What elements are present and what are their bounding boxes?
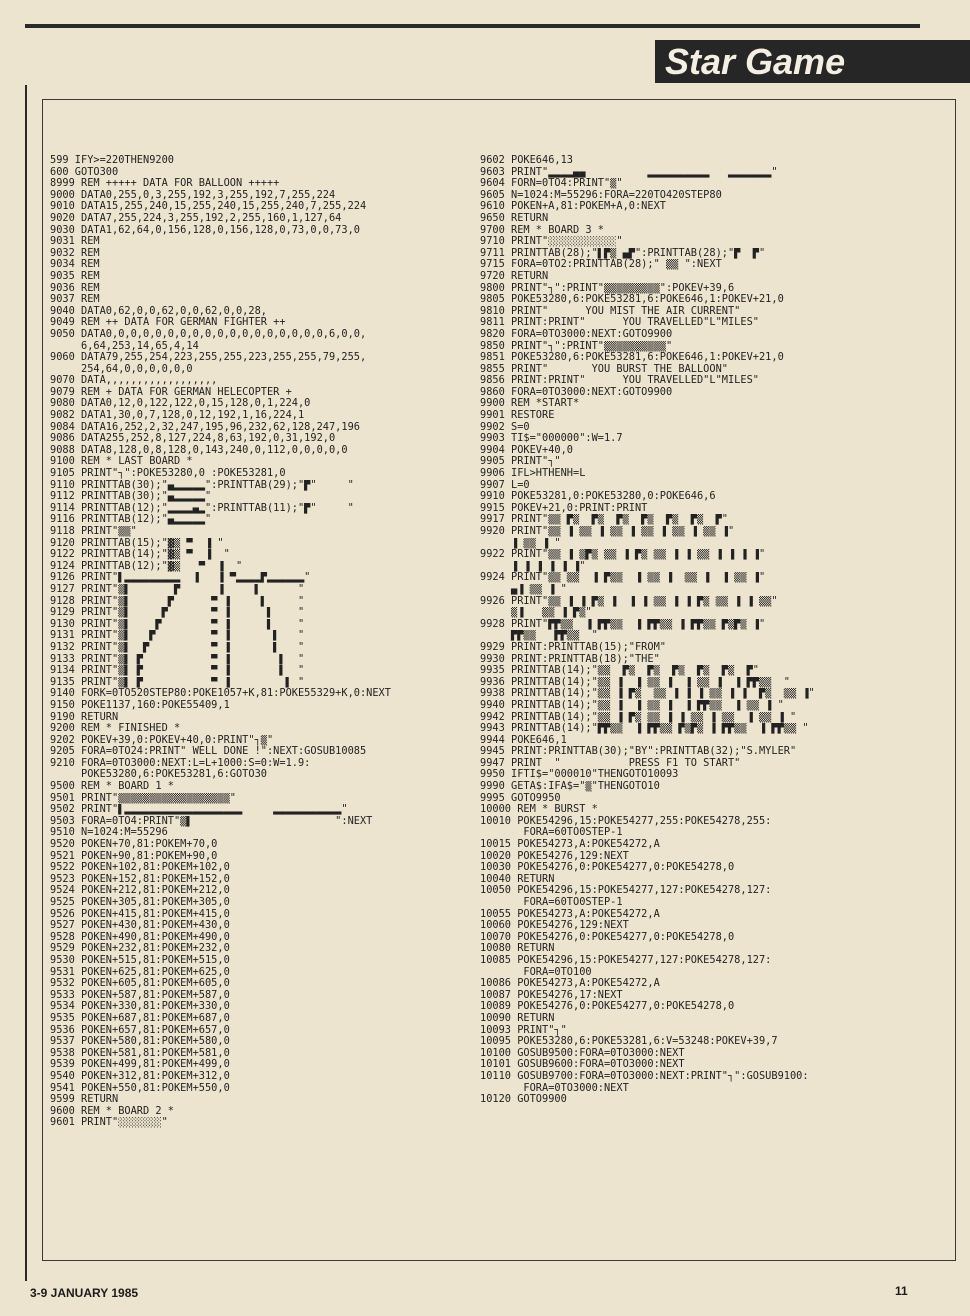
code-line: 9502 PRINT"▌▂▂▂▂▂▂▂▂▂▂▂▂▂▂▂▂▂▂▂ ▂▂▂▂▂▂▂▂▂▂▂"	[50, 804, 348, 816]
code-line: ▐ ▒▒ ▐ "	[480, 537, 561, 549]
code-line: 9900 REM *START*	[480, 398, 580, 410]
code-line: 10010 POKE54296,15:POKE54277,255:POKE54278,255:	[480, 815, 772, 827]
top-rule	[25, 24, 920, 28]
code-line: 9060 DATA79,255,254,223,255,255,223,255,255,79,255,	[50, 352, 367, 364]
code-line: 9040 DATA0,62,0,0,62,0,0,62,0,0,28,	[50, 305, 267, 317]
code-line: 9079 REM + DATA FOR GERMAN HELECOPTER +	[50, 386, 292, 398]
code-line: 9924 PRINT"▒▒ ▒▒ ▐ ▛▒▒ ▐ ▒▒ ▐ ▒▒ ▐ ▐ ▒▒ ▐"	[480, 572, 766, 584]
code-line: 9950 IFTI$="000010"THENGOTO10093	[480, 769, 679, 781]
code-line: 9810 PRINT" YOU MIST THE AIR CURRENT"	[480, 305, 741, 317]
code-line: 9031 REM	[50, 236, 100, 248]
code-line: 10101 GOSUB9600:FORA=0TO3000:NEXT	[480, 1059, 685, 1071]
code-line: 9929 PRINT:PRINTTAB(15);"FROM"	[480, 641, 666, 653]
code-line: 9700 REM * BOARD 3 *	[480, 224, 604, 236]
code-line: 9915 POKEV+21,0:PRINT:PRINT	[480, 502, 648, 514]
code-line: 9524 POKEN+212,81:POKEM+212,0	[50, 885, 230, 897]
code-line: 9020 DATA7,255,224,3,255,192,2,255,160,1,127,64	[50, 212, 342, 224]
code-line: 9010 DATA15,255,240,15,255,240,15,255,240,7,255,224	[50, 201, 367, 213]
code-line: 9903 TI$="000000":W=1.7	[480, 433, 623, 445]
code-line: 9088 DATA8,128,0,8,128,0,143,240,0,112,0,0,0,0,0	[50, 444, 348, 456]
code-line: 9527 POKEN+430,81:POKEM+430,0	[50, 920, 230, 932]
code-line: 9851 POKE53280,6:POKE53281,6:POKE646,1:POKEV+21,0	[480, 352, 784, 364]
code-line: ▒▐ ▒▒ ▐ ▛▒"	[480, 607, 592, 619]
code-line: 9905 PRINT"┐"	[480, 456, 561, 468]
code-line: 10050 POKE54296,15:POKE54277,127:POKE54278,127:	[480, 885, 772, 897]
code-line: 9130 PRINT"▒▌ ▛ ▀ ▐ ▌ "	[50, 618, 305, 630]
code-line: 9540 POKEN+312,81:POKEM+312,0	[50, 1070, 230, 1082]
code-line: 9855 PRINT" YOU BURST THE BALLOON"	[480, 363, 728, 375]
code-line: 10090 RETURN	[480, 1012, 555, 1024]
code-line: 10000 REM * BURST *	[480, 804, 598, 816]
code-line: 9711 PRINTTAB(28);"▌▛▒ ▄▛":PRINTTAB(28);"▛ ▛"	[480, 247, 766, 259]
code-line: 9110 PRINTTAB(30);"▄▂▂▂▂▂":PRINTTAB(29);"▛" "	[50, 479, 354, 491]
program-listing-left-column	[50, 155, 465, 1129]
code-line: 9140 FORK=0TO520STEP80:POKE1057+K,81:POKE55329+K,0:NEXT	[50, 688, 391, 700]
code-line: 9800 PRINT"┐":PRINT"▒▒▒▒▒▒▒▒▒":POKEV+39,6	[480, 282, 735, 294]
code-line: 10110 GOSUB9700:FORA=0TO3000:NEXT:PRINT"┐":GOSUB9100:	[480, 1070, 809, 1082]
code-line: 9537 POKEN+580,81:POKEM+580,0	[50, 1036, 230, 1048]
code-line: 9134 PRINT"▒▌ ▛ ▀ ▐ ▌ "	[50, 665, 305, 677]
code-line: 9926 PRINT"▒▒ ▐ ▐ ▛▒ ▐ ▐ ▐ ▒▒ ▐ ▐ ▛▒ ▒▒ ▐ ▐ ▒▒"	[480, 595, 778, 607]
code-line: 9500 REM * BOARD 1 *	[50, 781, 174, 793]
code-line: 10086 POKE54273,A:POKE54272,A	[480, 978, 660, 990]
code-line: 9601 PRINT"░░░░░░░"	[50, 1117, 168, 1129]
code-line: 9510 N=1024:M=55296	[50, 827, 168, 839]
code-line: 9602 POKE646,13	[480, 155, 573, 166]
code-line: 9938 PRINTTAB(14);"▒▒ ▐ ▛▒ ▒▒ ▐ ▐ ▐ ▒▒ ▐ ▐ ▛▒ ▒▒ ▐"	[480, 688, 815, 700]
code-line: 10060 POKE54276,129:NEXT	[480, 920, 629, 932]
code-line: 9035 REM	[50, 270, 100, 282]
code-line: FORA=60TO0STEP-1	[480, 827, 623, 839]
code-line: 9600 REM * BOARD 2 *	[50, 1105, 174, 1117]
code-line: 9520 POKEN+70,81:POKEM+70,0	[50, 839, 218, 851]
code-line: 9901 RESTORE	[480, 410, 555, 422]
code-line: 10040 RETURN	[480, 873, 555, 885]
code-line: 9529 POKEN+232,81:POKEM+232,0	[50, 943, 230, 955]
issue-date: 3-9 JANUARY 1985	[30, 1286, 139, 1300]
code-line: 9116 PRINTTAB(12);"▄▂▂▂▂▂"	[50, 514, 212, 526]
code-line: 9032 REM	[50, 247, 100, 259]
code-line: 9536 POKEN+657,81:POKEM+657,0	[50, 1024, 230, 1036]
code-line: 9120 PRINTTAB(15);"▓▒ ▀ ▐ "	[50, 537, 224, 549]
code-line: 9112 PRINTTAB(30);"▄▂▂▂▂▂"	[50, 491, 212, 503]
code-line: 9533 POKEN+587,81:POKEM+587,0	[50, 989, 230, 1001]
code-line: 9995 GOTO9950	[480, 792, 561, 804]
code-line: 9135 PRINT"▒▌ ▛ ▀ ▐ ▌ "	[50, 676, 305, 688]
code-line: 9086 DATA255,252,8,127,224,8,63,192,0,31,192,0	[50, 433, 336, 445]
code-line: 9084 DATA16,252,2,32,247,195,96,232,62,128,247,196	[50, 421, 360, 433]
code-line: 9990 GETA$:IFA$="▒"THENGOTO10	[480, 781, 660, 793]
code-line: 10093 PRINT"┐"	[480, 1024, 567, 1036]
code-line: 6,64,253,14,65,4,14	[50, 340, 199, 352]
code-line: 600 GOTO300	[50, 166, 119, 178]
code-line: 9604 FORN=0TO4:PRINT"▒"	[480, 178, 623, 190]
code-line: 9720 RETURN	[480, 270, 549, 282]
program-listing-right-column	[480, 155, 950, 1106]
code-line: FORA=0TO100	[480, 966, 592, 978]
left-margin-rule	[25, 85, 27, 1281]
code-line: 9205 FORA=0TO24:PRINT" WELL DONE !":NEXT:GOSUB10085	[50, 746, 367, 758]
code-line: 9650 RETURN	[480, 212, 549, 224]
code-line: 9114 PRINTTAB(12);"▂▂▂▂▄▂":PRINTTAB(11);"▛" "	[50, 502, 354, 514]
code-line: ▄▐ ▒▒ ▐ "	[480, 583, 567, 595]
code-line: 9118 PRINT"▒▒"	[50, 526, 137, 537]
code-line: FORA=60TO0STEP-1	[480, 897, 623, 908]
code-line: 9610 POKEN+A,81:POKEM+A,0:NEXT	[480, 201, 666, 213]
code-line: 9904 POKEV+40,0	[480, 444, 573, 456]
code-line: 9715 FORA=0TO2:PRINTTAB(28);" ▒▒ ":NEXT	[480, 259, 722, 271]
code-line: 9133 PRINT"▒▌ ▛ ▀ ▐ ▌ "	[50, 653, 305, 665]
code-line: 10015 POKE54273,A:POKE54272,A	[480, 839, 660, 851]
page-number: 11	[895, 1284, 908, 1298]
code-line: 9605 N=1024:M=55296:FORA=220TO420STEP80	[480, 189, 722, 201]
code-line: 9534 POKEN+330,81:POKEM+330,0	[50, 1001, 230, 1013]
code-line: 9082 DATA1,30,0,7,128,0,12,192,1,16,224,1	[50, 410, 305, 422]
code-line: 9947 PRINT " PRESS F1 TO START"	[480, 757, 741, 769]
code-line: 9525 POKEN+305,81:POKEM+305,0	[50, 897, 230, 908]
code-line: 9940 PRINTTAB(14);"▒▒ ▐ ▐ ▒▒ ▐ ▐ ▛▛▒▒ ▐ ▒▒ ▐ "	[480, 699, 784, 711]
code-line: 10087 POKE54276,17:NEXT	[480, 989, 623, 1001]
code-line: 9070 DATA,,,,,,,,,,,,,,,,,,	[50, 375, 218, 387]
code-line: 9030 DATA1,62,64,0,156,128,0,156,128,0,73,0,0,73,0	[50, 224, 360, 236]
code-line: 9521 POKEN+90,81:POKEM+90,0	[50, 850, 218, 862]
code-line: 9129 PRINT"▒▌ ▛ ▀ ▐ ▌ "	[50, 607, 305, 619]
code-line: 9945 PRINT:PRINTTAB(30);"BY":PRINTTAB(32);"S.MYLER"	[480, 746, 797, 758]
code-line: 10055 POKE54273,A:POKE54272,A	[480, 908, 660, 920]
code-line: 10085 POKE54296,15:POKE54277,127:POKE54278,127:	[480, 954, 772, 966]
code-line: 9530 POKEN+515,81:POKEM+515,0	[50, 954, 230, 966]
code-line: 9132 PRINT"▒▌ ▛ ▀ ▐ ▌ "	[50, 641, 305, 653]
code-line: 9210 FORA=0TO3000:NEXT:L=L+1000:S=0:W=1.9:	[50, 757, 311, 769]
code-line: 10070 POKE54276,0:POKE54277,0:POKE54278,0	[480, 931, 735, 943]
code-line: 9034 REM	[50, 259, 100, 271]
code-line: 9080 DATA0,12,0,122,122,0,15,128,0,1,224,0	[50, 398, 311, 410]
code-line: 9105 PRINT"┐":POKE53280,0 :POKE53281,0	[50, 468, 286, 480]
code-line: 9037 REM	[50, 294, 100, 306]
code-line: 9128 PRINT"▒▌ ▛ ▀ ▐ ▌ "	[50, 595, 305, 607]
code-line: 9100 REM * LAST BOARD *	[50, 456, 193, 468]
code-line: 9805 POKE53280,6:POKE53281,6:POKE646,1:POKEV+21,0	[480, 294, 784, 306]
code-line: 9935 PRINTTAB(14);"▒▒ ▛▒ ▛▒ ▛▒ ▛▒ ▛▒ ▛"	[480, 665, 759, 677]
code-line: 9820 FORA=0TO3000:NEXT:GOTO9900	[480, 328, 673, 340]
code-line: 9131 PRINT"▒▌ ▛ ▀ ▐ ▌ "	[50, 630, 305, 642]
code-line: 9710 PRINT"░░░░░░░░░░░"	[480, 236, 623, 248]
code-line: 10080 RETURN	[480, 943, 555, 955]
code-line: 254,64,0,0,0,0,0,0	[50, 363, 193, 375]
code-line: POKE53280,6:POKE53281,6:GOTO30	[50, 769, 267, 781]
code-line: 9049 REM ++ DATA FOR GERMAN FIGHTER ++	[50, 317, 286, 329]
code-line: 9528 POKEN+490,81:POKEM+490,0	[50, 931, 230, 943]
code-line: 9943 PRINTTAB(14);"▛▛▒▒ ▐ ▛▛▒▒ ▛▒▛▒ ▐ ▛▛▒▒ ▐ ▛▛▒▒ "	[480, 723, 809, 735]
code-line: 9930 PRINT:PRINTTAB(18);"THE"	[480, 653, 660, 665]
code-line: 9127 PRINT"▒▌ ▛ ▐ ▌ "	[50, 583, 305, 595]
code-line: 9522 POKEN+102,81:POKEM+102,0	[50, 862, 230, 874]
code-line: 9202 POKEV+39,0:POKEV+40,0:PRINT"┐▒"	[50, 734, 274, 746]
code-line: 9811 PRINT:PRINT" YOU TRAVELLED"L"MILES"	[480, 317, 759, 329]
code-line: 9907 L=0	[480, 479, 530, 491]
code-line: 9906 IFL>HTHENH=L	[480, 468, 586, 480]
code-line: 9902 S=0	[480, 421, 530, 433]
code-line: 9532 POKEN+605,81:POKEM+605,0	[50, 978, 230, 990]
code-line: 9535 POKEN+687,81:POKEM+687,0	[50, 1012, 230, 1024]
code-line: 9539 POKEN+499,81:POKEM+499,0	[50, 1059, 230, 1071]
code-line: 9936 PRINTTAB(14);"▒▒ ▐ ▐ ▒▒ ▐ ▐ ▒▒ ▐ ▐ ▛▛▒▒ "	[480, 676, 790, 688]
code-line: 9541 POKEN+550,81:POKEM+550,0	[50, 1082, 230, 1094]
code-line: 9944 POKE646,1	[480, 734, 567, 746]
code-line: 9000 DATA0,255,0,3,255,192,3,255,192,7,255,224	[50, 189, 336, 201]
code-line: 9503 FORA=0TO4:PRINT"▒▌ ":NEXT	[50, 815, 373, 827]
section-banner: Star Game	[655, 40, 970, 83]
code-line: 10030 POKE54276,0:POKE54277,0:POKE54278,0	[480, 862, 735, 874]
code-line: 9531 POKEN+625,81:POKEM+625,0	[50, 966, 230, 978]
code-line: 9538 POKEN+581,81:POKEM+581,0	[50, 1047, 230, 1059]
code-line: 9922 PRINT"▒▒ ▐ ▒▛▒ ▒▒ ▐ ▛▒ ▒▒ ▐ ▐ ▒▒ ▐ ▐ ▐ ▐"	[480, 549, 766, 561]
code-line: 9599 RETURN	[50, 1094, 119, 1106]
code-line: 9036 REM	[50, 282, 100, 294]
code-line: 9150 POKE1137,160:POKE55409,1	[50, 699, 230, 711]
code-line: 10095 POKE53280,6:POKE53281,6:V=53248:POKEV+39,7	[480, 1036, 778, 1048]
code-line: 9050 DATA0,0,0,0,0,0,0,0,0,0,0,0,0,0,0,0,0,0,6,0,0,	[50, 328, 367, 340]
code-line: 10100 GOSUB9500:FORA=0TO3000:NEXT	[480, 1047, 685, 1059]
code-line: 10089 POKE54276,0:POKE54277,0:POKE54278,0	[480, 1001, 735, 1013]
code-line: 9523 POKEN+152,81:POKEM+152,0	[50, 873, 230, 885]
code-line: 9124 PRINTTAB(12);"▓▒ ▀ ▐ "	[50, 560, 243, 572]
code-line: 9860 FORA=0TO3000:NEXT:GOTO9900	[480, 386, 673, 398]
code-line: 9856 PRINT:PRINT" YOU TRAVELLED"L"MILES"	[480, 375, 759, 387]
code-line: 9910 POKE53281,0:POKE53280,0:POKE646,6	[480, 491, 716, 503]
code-line: 9850 PRINT"┐":PRINT"▒▒▒▒▒▒▒▒▒▒"	[480, 340, 673, 352]
code-line: 10020 POKE54276,129:NEXT	[480, 850, 629, 862]
code-line: 9526 POKEN+415,81:POKEM+415,0	[50, 908, 230, 920]
code-line: 9126 PRINT"▌▂▂▂▂▂▂▂▂▂ ▐ ▐ ▀▂▂▂▂▛▂▂▂▂▂▂"	[50, 572, 311, 584]
code-line: 9917 PRINT"▒▒ ▛▒ ▛▒ ▛▒ ▛▒ ▛▒ ▛▒ ▛"	[480, 514, 728, 526]
code-line: 8999 REM +++++ DATA FOR BALLOON +++++	[50, 178, 280, 190]
code-line: 9501 PRINT"▒▒▒▒▒▒▒▒▒▒▒▒▒▒▒▒▒▒"	[50, 792, 236, 804]
code-line: ▐ ▐ ▐ ▐ ▐ ▐"	[480, 560, 586, 572]
code-line: 10120 GOTO9900	[480, 1094, 567, 1106]
code-line: ▛▛▒▒ ▛▛▒▒ "	[480, 630, 598, 642]
code-line: 9122 PRINTTAB(14);"▓▒ ▀ ▐ "	[50, 549, 230, 561]
code-line: 9603 PRINT"▂▂▂▂▄▄ ▂▂▂▂▂▂▂▂▂▂ ▂▂▂▂▂▂▂"	[480, 166, 778, 178]
code-line: 9200 REM * FINISHED *	[50, 723, 181, 735]
code-line: FORA=0TO3000:NEXT	[480, 1082, 629, 1094]
code-line: 9928 PRINT"▛▛▒▒ ▐ ▛▛▒▒ ▐ ▛▛▒▒ ▐ ▛▛▒▒ ▛▒▛▒ ▐"	[480, 618, 766, 630]
code-line: 599 IFY>=220THEN9200	[50, 155, 174, 166]
code-line: 9920 PRINT"▒▒ ▐ ▒▒ ▐ ▒▒ ▐ ▒▒ ▐ ▒▒ ▐ ▒▒ ▐"	[480, 526, 735, 537]
code-line: 9942 PRINTTAB(14);"▒▒ ▐ ▛▒ ▒▒ ▐ ▐ ▒▒ ▐ ▒▒ ▐ ▒▒ ▐ "	[480, 711, 797, 723]
code-line: 9190 RETURN	[50, 711, 119, 723]
